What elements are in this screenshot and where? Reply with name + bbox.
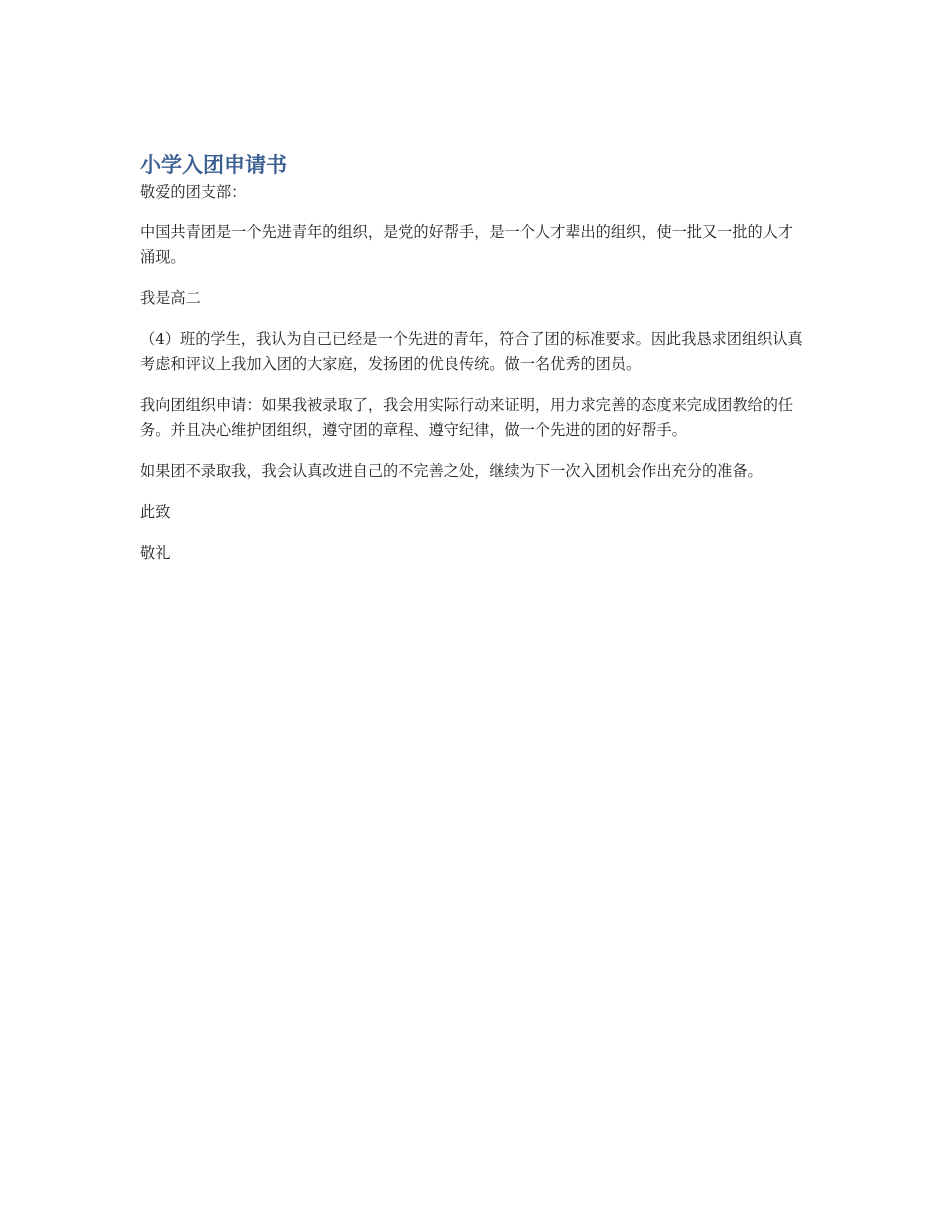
document-body [140, 150, 808, 582]
salutation: 敬爱的团支部： [140, 183, 247, 201]
paragraph-intro: 中国共青团是一个先进青年的组织，是党的好帮手，是一个人才辈出的组织，使一批又一批的人才涌现。 [140, 223, 794, 266]
closing-jingli: 敬礼 [140, 544, 171, 562]
paragraph-grade: 我是高二 [140, 289, 201, 307]
paragraph-if-rejected: 如果团不录取我，我会认真改进自己的不完善之处，继续为下一次入团机会作出充分的准备。 [140, 462, 763, 480]
closing-cizhi: 此致 [140, 503, 171, 521]
document-title: 小学入团申请书 [140, 153, 287, 177]
paragraph-class: （4）班的学生，我认为自己已经是一个先进的青年，符合了团的标准要求。因此我恳求团组织认真考虑和评议上我加入团的大家庭，发扬团的优良传统。做一名优秀的团员。 [140, 330, 803, 373]
paragraph-pledge: 我向团组织申请：如果我被录取了，我会用实际行动来证明，用力求完善的态度来完成团教给的任务。并且决心维护团组织，遵守团的章程、遵守纪律，做一个先进的团的好帮手。 [140, 396, 794, 439]
